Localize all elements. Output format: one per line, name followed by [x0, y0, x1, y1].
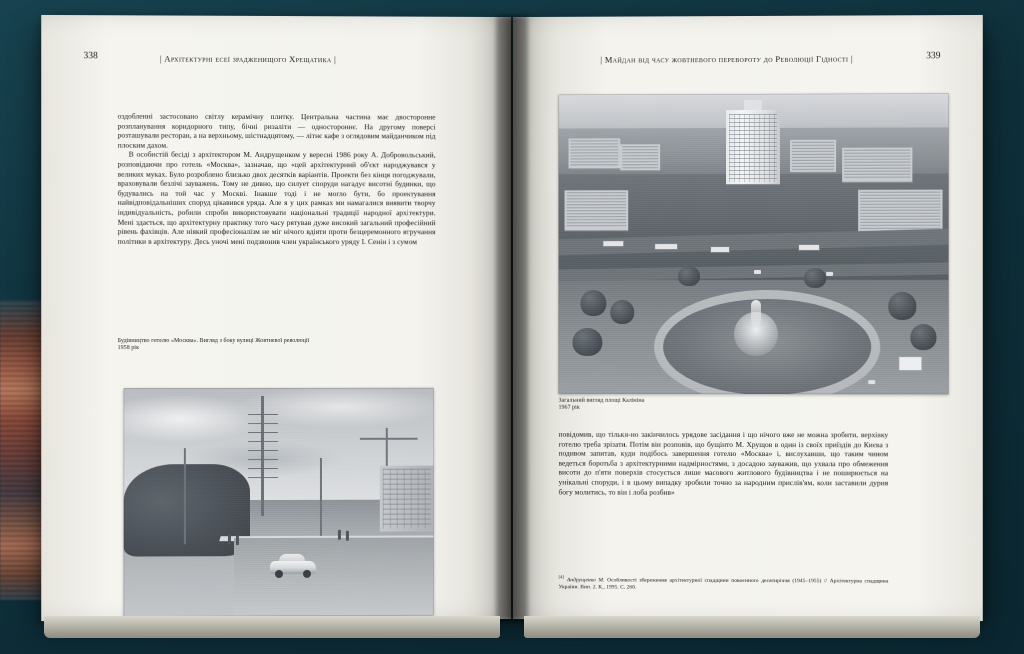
- car-wheel-rear: [303, 570, 311, 578]
- aerial-building-3: [790, 140, 836, 173]
- car-roof: [279, 554, 305, 564]
- photo-building: [380, 466, 434, 532]
- aerial-car-1: [754, 270, 761, 274]
- aerial-photo-border: [559, 93, 949, 394]
- photo-crane: [360, 428, 418, 510]
- aerial-road-main: [559, 229, 949, 256]
- aerial-plaza-ring: [654, 290, 880, 394]
- aerial-tree-7: [804, 268, 826, 288]
- aerial-bus-3: [710, 246, 730, 253]
- footnote-text: Особливості збереження архітектурної спадщини повоєнного десятиріччя (1945–1955) // Архітектурна спадщина України. Вип. 2. К., 1995. С. 260.: [558, 577, 889, 591]
- hotel-spire: [744, 100, 762, 112]
- aerial-road-secondary: [559, 262, 949, 281]
- photo-pedestrian-2: [236, 535, 239, 545]
- photo-car: [270, 554, 316, 576]
- right-photo-caption-line-2: 1967 рік: [558, 405, 580, 412]
- photo-ground: [124, 500, 434, 617]
- aerial-building-5: [858, 190, 942, 235]
- aerial-bus-1: [602, 240, 624, 247]
- aerial-bus-2: [654, 243, 678, 250]
- aerial-tree-1: [580, 290, 606, 316]
- aerial-building-2: [620, 144, 660, 171]
- left-photo-caption-line-2: 1958 рік: [117, 345, 140, 352]
- right-photo-caption-line-1: Загальний вигляд площі Калініна: [558, 397, 645, 404]
- photo-kerb: [219, 535, 433, 541]
- photo-pedestrian-4: [346, 531, 349, 541]
- left-body-paragraph-1: оздобленні застосовано світлу керамічну плитку. Центральна частина має двосторонне розпланування коридорного типу, бічні ризаліти — одностороннє. На другому поверсі розташували ресторан, а на верхньому, шістнадцятому, — літнє кафе з оглядовим майданчиком під плоским дахом.: [117, 111, 436, 150]
- right-sheet-stack: [524, 616, 980, 638]
- aerial-tree-4: [888, 292, 916, 320]
- aerial-car-3: [868, 380, 875, 384]
- left-page: [41, 15, 511, 621]
- hotel-moskva-building: [726, 110, 780, 185]
- aerial-foreground: [559, 280, 949, 394]
- aerial-car-2: [826, 272, 833, 276]
- left-page-folio: 338: [83, 51, 98, 62]
- photo-scaffold-tower: [248, 396, 278, 516]
- left-photo-caption-line-1: Будівництво готелю «Москва». Вигляд з боку вулиці Жовтневої революції: [117, 337, 310, 345]
- aerial-tree-5: [910, 324, 936, 350]
- aerial-tree-6: [678, 266, 700, 286]
- left-running-head: | Архітектурні есеї зрадженищого Хрещатика |: [159, 53, 337, 65]
- right-body-paragraph-1: повідомив, що тільки-но закінчилось урядове засідання і що нічого вже не можна зробити, верхівку готелю треба зрізати. Потім він розповів, що бущінто М. Хрущов в один із своїх приїздів до Києва з подивом запитав, куди подібось завершення готелю «Москва» і, вислухавши, що таким чином ведеться боротьба з архітектурними надмірностями, з досадою зауважив, що ухвала про обмеження висоти до п'яти поверхів стосується лише масового житлового будівництва і не поширюється на унікальні споруди, і в цьому випадку зробили точно за народним прислів'ям, коли заставили дурня богу молитись, то він і лоба розбив»: [558, 429, 889, 497]
- photo-pole-1: [184, 448, 186, 544]
- aerial-mid-ground: [559, 174, 949, 295]
- photo-clouds: [124, 388, 434, 507]
- aerial-building-6: [565, 190, 629, 231]
- photo-pedestrian-1: [228, 534, 231, 544]
- car-wheel-front: [275, 570, 283, 578]
- construction-site-photo: [124, 388, 434, 617]
- aerial-building-1: [569, 138, 621, 169]
- aerial-bus-4: [798, 244, 820, 251]
- footnote-marker: [4]: [558, 574, 564, 580]
- photo-pole-2: [320, 458, 321, 536]
- car-body: [270, 561, 316, 574]
- aerial-building-4: [842, 148, 912, 183]
- right-running-head: | Майдан від часу жовтневого перевороту до Революції Гідності |: [600, 53, 853, 65]
- aerial-sky: [559, 93, 949, 136]
- aerial-truck: [898, 356, 922, 371]
- photo-trees: [124, 464, 250, 556]
- photo-pedestrian-3: [338, 530, 341, 540]
- aerial-far-buildings: [559, 127, 949, 182]
- photo-border: [124, 388, 434, 617]
- aerial-fountain: [734, 312, 778, 356]
- aerial-square-photo: [559, 93, 949, 394]
- photo-sky: [124, 388, 434, 507]
- aerial-tree-3: [572, 328, 602, 356]
- photo-road: [234, 537, 434, 616]
- right-page-folio: 339: [926, 51, 941, 62]
- left-body-paragraph-2: В особистій бесіді з архітектором М. Андрущенком у вересні 1986 року А. Добровольський, розповідаючи про готель «Москва», зазначав, що «цей архітектурний об'єкт народжувався у великих муках. Було розроблено близько двох десятків варіантів. Проекти без кінця погоджували, враховували безлічі зауважень. Тому не дивно, що силует споруди нагадує висотні будинки, що будувались на той час у Москві. Інакше тоді і не могло бути, бо проектування найвідповідальніших споруд цікавився урядa. Але я у цих рамках ми намагалися виявити творчу індивідуальність, робили спроби використовувати національні традиції народної архітектури. Мені здається, що архітектурну практику того часу рятував дуже високий загальний професійний рівень фахівців. Але ніякий професіоналізм не міг нічого вдіяти проти безцеремонного втручання політики в архітектуру. Десь уночі мені подзвонив член українського уряду І. Сенін і з сумом: [117, 150, 436, 246]
- open-book: [30, 16, 996, 638]
- footnote-author: Андрущенко М.: [566, 577, 605, 584]
- right-page: [513, 15, 983, 621]
- aerial-tree-2: [610, 300, 634, 324]
- left-sheet-stack: [44, 616, 500, 638]
